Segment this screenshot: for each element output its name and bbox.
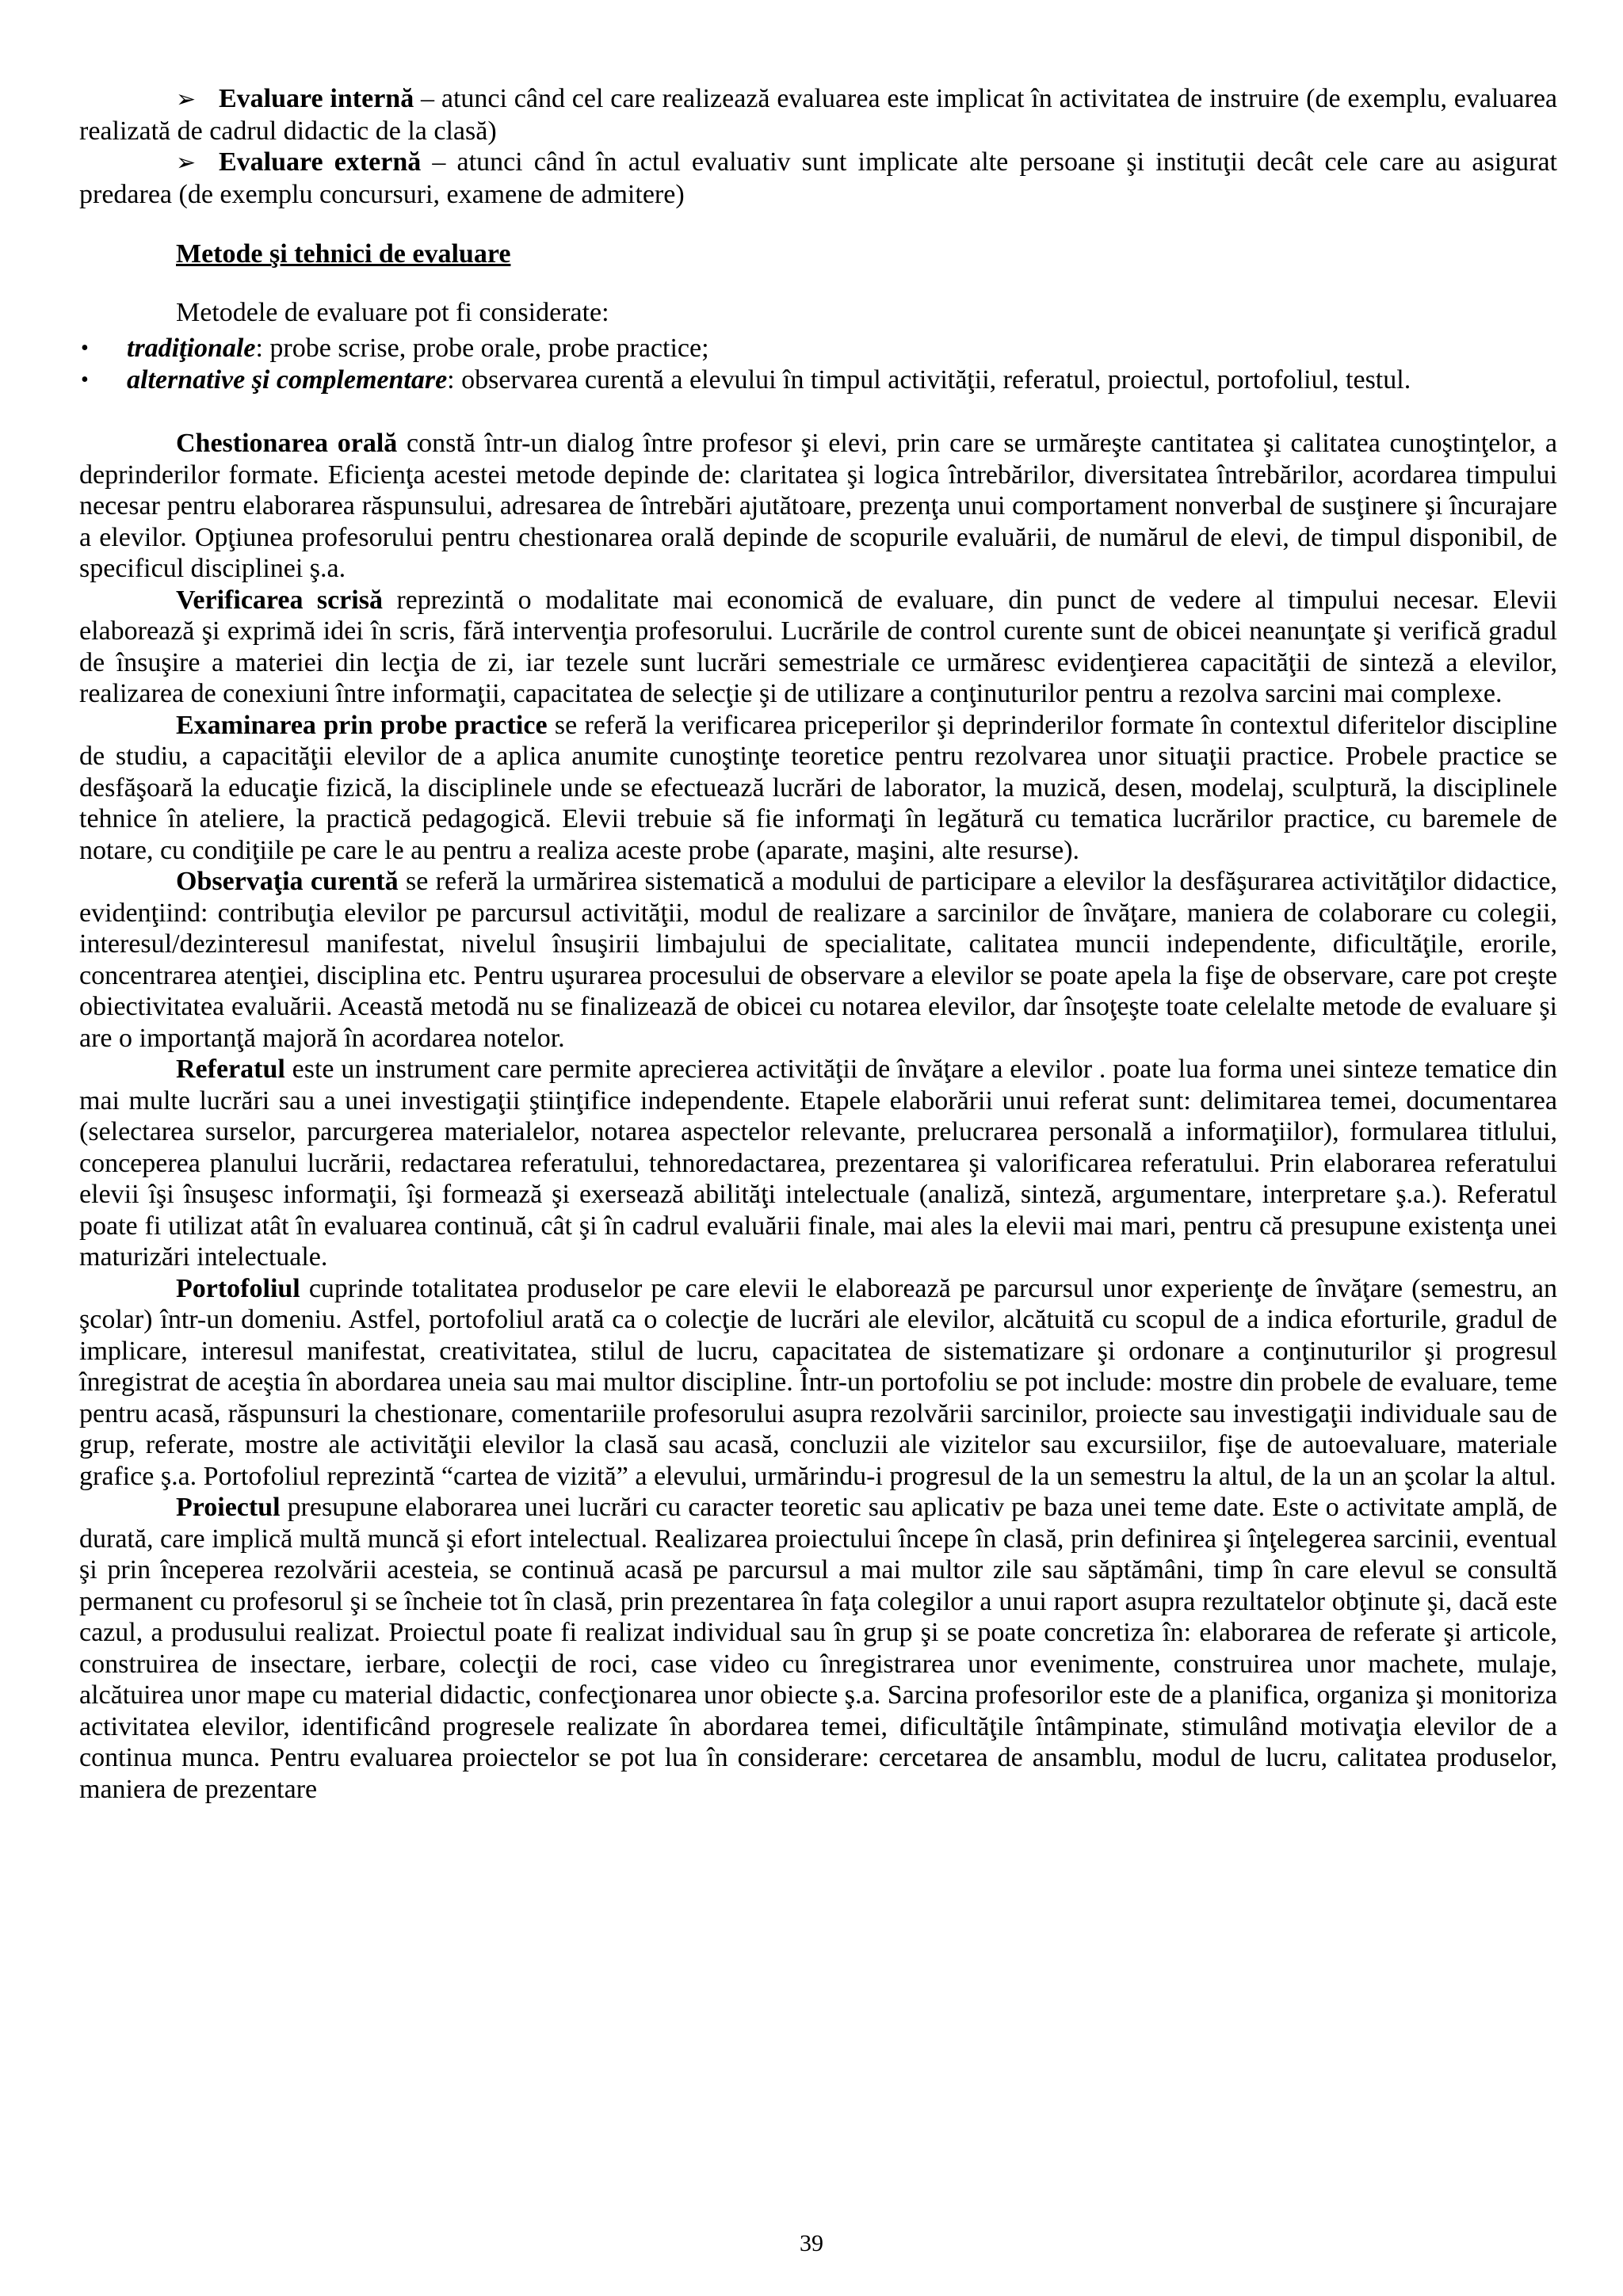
term-oral-questioning: Chestionarea orală xyxy=(176,429,398,458)
term-project: Proiectul xyxy=(176,1493,281,1522)
term-external-evaluation: Evaluare externă xyxy=(219,147,422,177)
project-text: presupune elaborarea unei lucrări cu caracter teoretic sau aplicativ pe baza unei teme date. Este o activitate amplă, de durată, care implică multă muncă şi efort intelectual. Realizarea proiectului începe în clasă, prin definirea şi înţelegerea sarcinii, eventual şi prin începerea rezolvării acesteia, se continuă acasă pe parcursul a mai multor zile sau săptămâni, timp în care elevul se consultă permanent cu profesorul şi se încheie tot în clasă, prin prezentarea în faţa colegilor a unui raport asupra rezultatelor obţinute şi, dacă este cazul, a produsului realizat. Proiectul poate fi realizat individual sau în grup şi se poate concretiza în: elaborarea de referate şi articole, construirea de insectare, ierbare, colecţii de roci, case video cu înregistrarea unor evenimente, construirea unor machete, mulaje, alcătuirea unor mape cu material didactic, confecţionarea unor obiecte ş.a. Sarcina profesorilor este de a planifica, organiza şi monitoriza activitatea elevilor, identificând progresele realizate în abordarea temei, dificultăţile întâmpinate, stimulând motivaţia elevilor de a continua munca. Pentru evaluarea proiectelor se pot lua în considerare: cercetarea de ansamblu, modul de lucru, calitatea produselor, maniera de prezentare xyxy=(79,1493,1557,1804)
external-evaluation-text: – atunci când în actul evaluativ sunt implicate alte persoane şi instituţii decât cele care au asigurat predarea (de exemplu concursuri, examene de admitere) xyxy=(79,147,1557,209)
term-portfolio: Portofoliul xyxy=(176,1273,300,1303)
term-practical-tests: Examinarea prin probe practice xyxy=(176,710,548,740)
document-page xyxy=(79,83,1557,1805)
method-traditional xyxy=(79,333,1557,364)
paragraph-observation xyxy=(79,866,1557,1054)
report-text: este un instrument care permite aprecierea activităţii de învăţare a elevilor . poate lua forma unei sinteze tematice din mai multe lucrări sau a unei investigaţii ştiinţifice independente. Etapele elaborării unui referat sunt: delimitarea temei, documentarea (selectarea surselor, parcurgerea materialelor, notarea aspectelor relevante, prelucrarea personală a informaţiilor), formularea titlului, conceperea planului lucrării, redactarea referatului, tehnoredactarea, prezentarea şi valorificarea referatului. Prin elaborarea referatului elevii îşi însuşesc informaţii, îşi formează şi exersează abilităţi intelectuale (analiză, sinteză, argumentare, interpretare ş.a.). Referatul poate fi utilizat atât în evaluarea continuă, cât şi în cadrul evaluării finale, mai ales la elevii mai mari, pentru că presupune existenţa unei maturizări intelectuale. xyxy=(79,1055,1557,1272)
term-written-check: Verificarea scrisă xyxy=(176,585,383,615)
written-check-text: reprezintă o modalitate mai economică de evaluare, din punct de vedere al timpului necesar. Elevii elaborează şi exprimă idei în scris, fără intervenţia profesorului. Lucrările de control curente sunt de obicei neanunţate şi verifică gradul de însuşire a materiei din lecţia de zi, iar tezele sunt lucrări semestriale ce urmăresc evidenţierea capacităţii de sinteză a elevilor, realizarea de conexiuni între informaţii, capacitatea de selecţie şi de utilizare a conţinuturilor pentru a rezolva sarcini mai complexe. xyxy=(79,585,1558,708)
paragraph-report xyxy=(79,1054,1557,1273)
paragraph-practical-tests xyxy=(79,710,1557,867)
portfolio-text: cuprinde totalitatea produselor pe care elevii le elaborează pe parcursul unor experienţe de învăţare (semestru, an şcolar) într-un domeniu. Astfel, portofoliul arată ca o colecţie de lucrări ale elevilor, alcătuită cu scopul de a indica eforturile, gradul de implicare, interesul manifestat, creativitatea, stilul de lucru, capacitatea de sistematizare şi ordonare a conţinuturilor şi progresul înregistrat de aceştia în abordarea uneia sau mai multor discipline. Într-un portofoliu se pot include: mostre din probele de evaluare, teme pentru acasă, răspunsuri la chestionare, comentariile profesorului asupra rezolvării sarcinilor, proiecte sau investigaţii individuale sau de grup, referate, mostre ale activităţii elevilor la clasă sau acasă, concluzii ale vizitelor sau excursiilor, fişe de autoevaluare, materiale grafice ş.a. Portofoliul reprezintă “cartea de vizită” a elevului, urmărindu-i progresul de la un semestru la altul, de la un an şcolar la altul. xyxy=(79,1273,1557,1491)
methods-list xyxy=(79,333,1557,395)
practical-tests-text: se referă la verificarea priceperilor şi deprinderilor formate în contextul diferitelor discipline de studiu, a capacităţii elevilor de a aplica anumite cunoştinţe teoretice pentru rezolvarea unor situaţii practice. Probele practice se desfăşoară la educaţie fizică, la disciplinele unde se efectuează lucrări de laborator, la muzică, desen, modelaj, sculptură, la disciplinele tehnice în ateliere, la practică pedagogică. Elevii trebuie să fie informaţi în legătură cu tematica lucrărilor practice, cu baremele de notare, cu condiţiile pe care le au pentru a realiza aceste probe (aparate, maşini, alte resurse). xyxy=(79,710,1557,865)
methods-intro: Metodele de evaluare pot fi considerate: xyxy=(176,297,609,327)
evaluation-type-internal xyxy=(79,83,1557,147)
internal-evaluation-text: – atunci când cel care realizează evaluarea este implicat în activitatea de instruire (de exemplu, evaluarea realizată de cadrul didactic de la clasă) xyxy=(79,84,1558,146)
term-report: Referatul xyxy=(176,1055,285,1084)
alternative-text: : observarea curentă a elevului în timpul activităţii, referatul, proiectul, portofoliul, testul. xyxy=(447,364,1411,395)
paragraph-written-check xyxy=(79,585,1557,710)
term-observation: Observaţia curentă xyxy=(176,867,399,896)
term-internal-evaluation: Evaluare internă xyxy=(219,84,414,113)
arrow-bullet-icon: ➢ xyxy=(176,150,197,176)
oral-questioning-text: constă într-un dialog între profesor şi elevi, prin care se urmăreşte cantitatea şi calitatea cunoştinţelor, a deprinderilor formate. Eficienţa acestei metode depinde de: claritatea şi logica întrebărilor, diversitatea întrebărilor, acordarea timpului necesar pentru elaborarea răspunsului, adresarea de întrebări ajutătoare, prezenţa unui comportament nonverbal de susţinere şi încurajare a elevilor. Opţiunea profesorului pentru chestionarea orală depinde de scopurile evaluării, de numărul de elevi, de timpul disponibil, de specificul disciplinei ş.a. xyxy=(79,429,1557,583)
arrow-bullet-icon: ➢ xyxy=(176,86,197,113)
evaluation-type-external xyxy=(79,147,1557,210)
section-heading: Metode şi tehnici de evaluare xyxy=(176,239,511,269)
traditional-text: : probe scrise, probe orale, probe practice; xyxy=(255,334,709,363)
page-number: 39 xyxy=(800,2230,823,2256)
paragraph-oral-questioning xyxy=(79,428,1557,585)
paragraph-portfolio xyxy=(79,1273,1557,1493)
term-traditional: tradiţionale xyxy=(127,334,256,363)
paragraph-project xyxy=(79,1492,1557,1805)
method-alternative xyxy=(79,364,1557,396)
term-alternative: alternative şi complementare xyxy=(127,364,448,395)
observation-text: se referă la urmărirea sistematică a modului de participare a elevilor la desfăşurarea activităţilor didactice, evidenţiind: contribuţia elevilor pe parcursul activităţii, modul de realizare a sarcinilor de învăţare, maniera de colaborare cu colegii, interesul/dezinteresul manifestat, nivelul însuşirii limbajului de specialitate, calitatea muncii independente, dificultăţile, erorile, concentrarea atenţiei, disciplina etc. Pentru uşurarea procesului de observare a elevilor se poate apela la fişe de observare, care pot creşte obiectivitatea evaluării. Această metodă nu se finalizează de obicei cu notarea elevilor, dar însoţeşte toate celelalte metode de evaluare şi are o importanţă majoră în acordarea notelor. xyxy=(79,867,1557,1053)
bullet-dot-icon: • xyxy=(81,336,89,360)
bullet-dot-icon: • xyxy=(81,367,89,392)
